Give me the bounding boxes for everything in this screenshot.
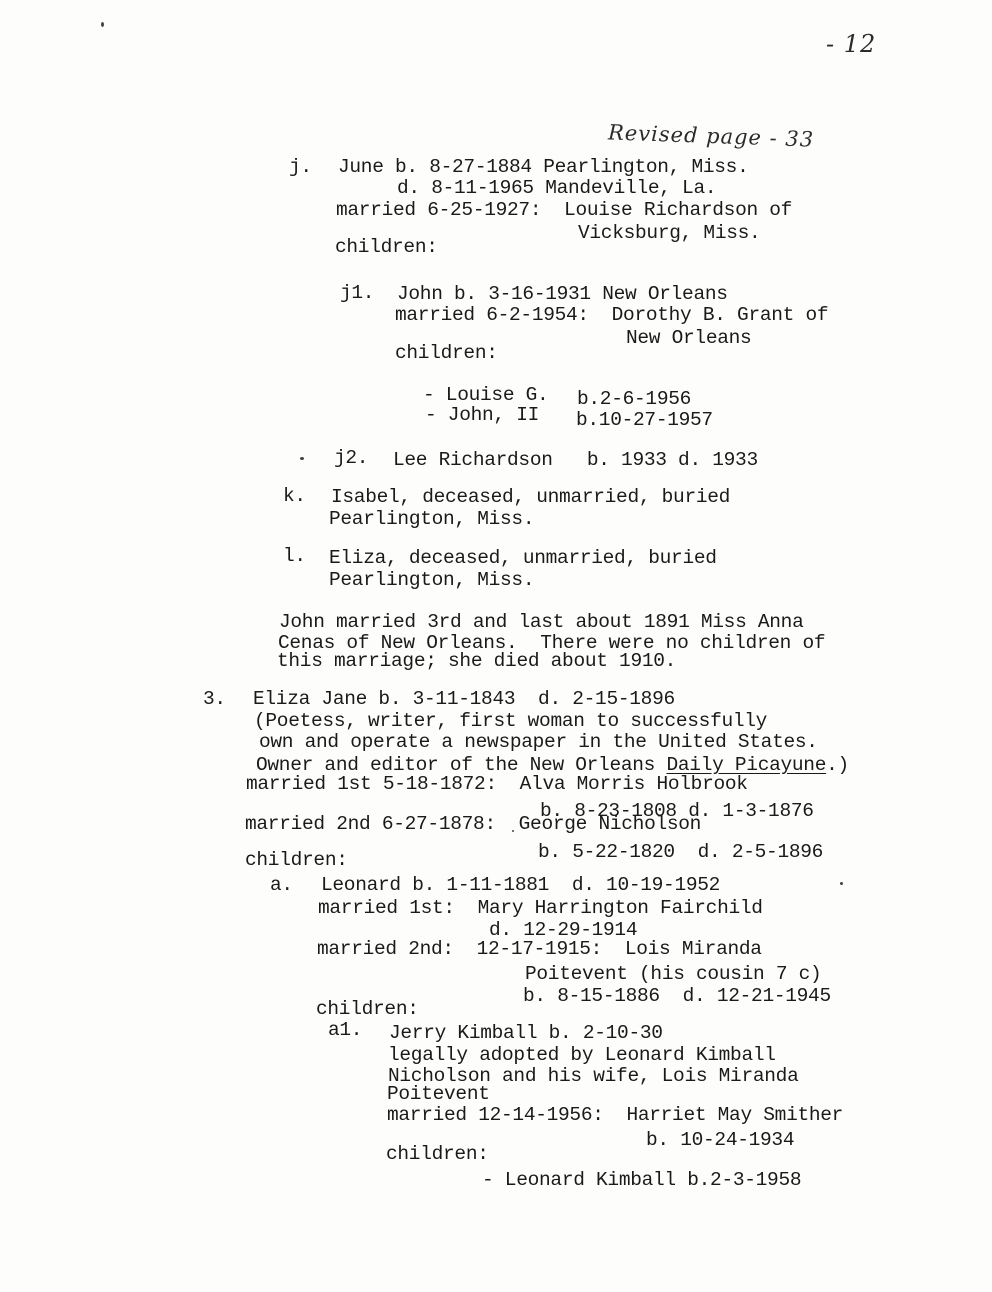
entry-label: 3.	[203, 688, 226, 710]
scan-speck	[840, 882, 843, 885]
child-birth: b.10-27-1957	[576, 409, 713, 431]
entry-text: Jerry Kimball b. 2-10-30	[389, 1022, 663, 1044]
entry-text: Eliza, deceased, unmarried, buried	[329, 547, 717, 569]
child-birth: b.2-6-1956	[577, 388, 692, 410]
entry-label: a.	[270, 874, 293, 896]
children-heading: children:	[316, 998, 419, 1020]
entry-text: b. 10-24-1934	[646, 1129, 795, 1151]
entry-text: legally adopted by Leonard Kimball	[388, 1044, 776, 1066]
paragraph-text: this marriage; she died about 1910.	[277, 650, 677, 672]
children-heading: children:	[395, 342, 498, 364]
entry-label: j2.	[334, 447, 369, 469]
entry-label: l.	[283, 545, 306, 567]
page-number: - 12	[826, 30, 877, 58]
entry-text: Leonard b. 1-11-1881 d. 10-19-1952	[321, 874, 721, 896]
entry-text: Pearlington, Miss.	[329, 569, 535, 591]
entry-text: married 1st: Mary Harrington Fairchild	[318, 897, 763, 919]
entry-label: k.	[283, 485, 306, 507]
scan-speck	[300, 457, 304, 460]
children-heading: children:	[245, 849, 348, 871]
entry-text: Vicksburg, Miss.	[578, 222, 761, 244]
entry-text: Isabel, deceased, unmarried, buried	[331, 486, 731, 508]
children-heading: children:	[335, 236, 438, 258]
entry-text: b. 5-22-1820 d. 2-5-1896	[538, 841, 824, 863]
entry-text: New Orleans	[626, 327, 752, 349]
entry-label: j1.	[340, 282, 375, 304]
entry-label: j.	[289, 156, 312, 178]
scan-speck	[101, 22, 104, 27]
entry-text: own and operate a newspaper in the United States.	[259, 731, 818, 753]
entry-text: Lee Richardson b. 1933 d. 1933	[393, 449, 758, 471]
child-name: - John, II	[425, 404, 540, 426]
entry-text: b. 8-15-1886 d. 12-21-1945	[523, 985, 831, 1007]
entry-text: married 6-25-1927: Louise Richardson of	[336, 199, 793, 221]
entry-text: Poitevent (his cousin 7 c)	[525, 963, 822, 985]
entry-text: b. 8-23-1808 d. 1-3-1876	[540, 800, 814, 822]
entry-text: married 1st 5-18-1872: Alva Morris Holbrook	[246, 773, 748, 795]
child-entry: - Leonard Kimball b.2-3-1958	[482, 1169, 802, 1191]
entry-text: Pearlington, Miss.	[329, 508, 535, 530]
newspaper-title: Daily Picayune	[666, 754, 827, 776]
entry-text-part: Owner and editor of the New Orleans	[256, 754, 667, 776]
entry-label: a1.	[328, 1019, 363, 1041]
entry-text: June b. 8-27-1884 Pearlington, Miss.	[338, 156, 749, 178]
paragraph-text: John married 3rd and last about 1891 Miss Anna	[279, 611, 804, 633]
entry-text: married 2nd: 12-17-1915: Lois Miranda	[317, 938, 762, 960]
child-name: - Louise G.	[423, 384, 549, 406]
entry-text: Nicholson and his wife, Lois Miranda	[388, 1065, 799, 1087]
entry-text: John b. 3-16-1931 New Orleans	[397, 283, 728, 305]
entry-text-part: .)	[826, 754, 849, 776]
entry-text: d. 8-11-1965 Mandeville, La.	[397, 177, 717, 199]
entry-text: married 6-2-1954: Dorothy B. Grant of	[395, 304, 829, 326]
entry-text: married 2nd 6-27-1878: George Nicholson	[245, 813, 702, 835]
revised-page-note: Revised page - 33	[607, 120, 815, 152]
paragraph-text: Cenas of New Orleans. There were no children of	[278, 632, 826, 654]
entry-text: Eliza Jane b. 3-11-1843 d. 2-15-1896	[253, 688, 675, 710]
entry-text: Poitevent	[387, 1083, 490, 1105]
entry-text: d. 12-29-1914	[489, 919, 638, 941]
children-heading: children:	[386, 1143, 489, 1165]
entry-text: married 12-14-1956: Harriet May Smither	[387, 1104, 844, 1126]
entry-text: (Poetess, writer, first woman to successfully	[254, 710, 768, 732]
